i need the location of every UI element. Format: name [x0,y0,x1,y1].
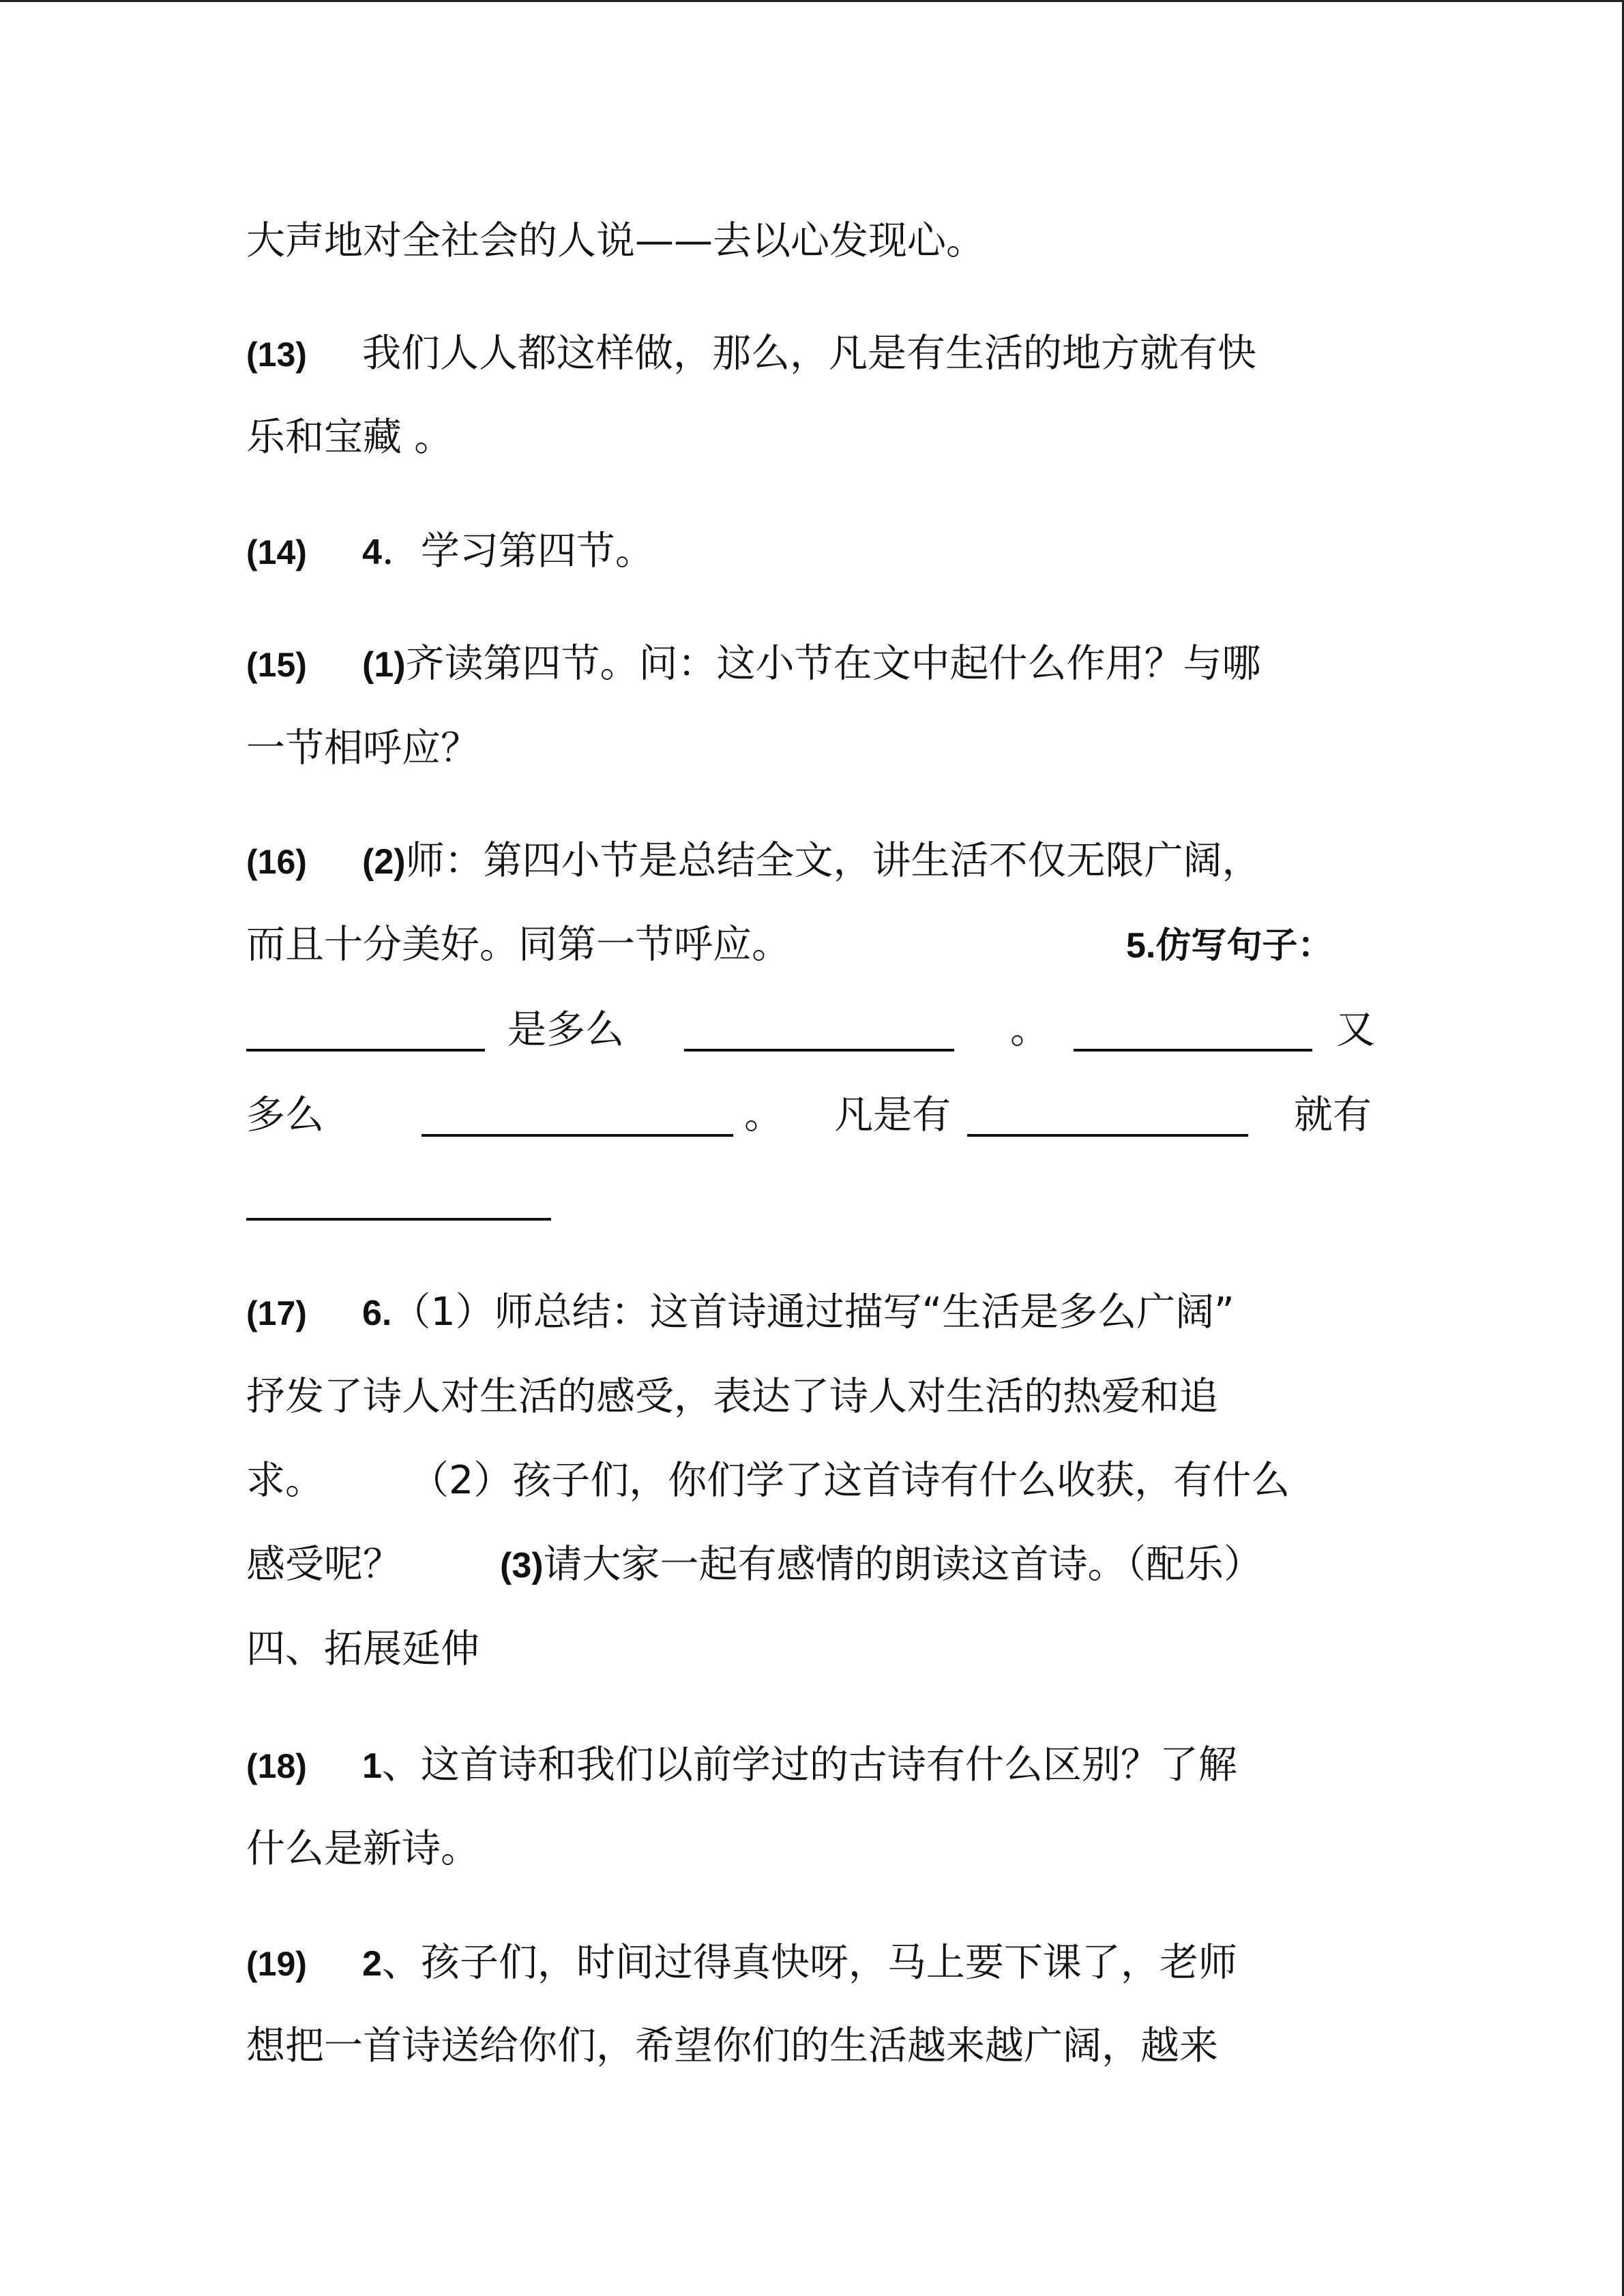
fill-text-duo-me: 多么 [246,1092,324,1137]
fill-text-shi-duo-me: 是多么 [507,1007,624,1052]
paragraph-12-continuation [246,213,985,268]
fill-text-fan-shi-you: 凡是有 [834,1092,951,1137]
paragraph-17-line1 [246,1285,1235,1339]
paragraph-text: 一节相呼应？ [246,726,479,771]
paragraph-text: 、这首诗和我们以前学过的古诗有什么区别？了解 [381,1742,1237,1787]
fill-text-you: 又 [1336,1007,1375,1052]
fill-period-2: 。 [744,1092,783,1137]
paragraph-17-line3-part2: （2）孩子们，你们学了这首诗有什么收获，有什么 [410,1458,1290,1503]
section-heading-text: 四、拓展延伸 [246,1626,479,1671]
step-number: 1 [362,1746,382,1786]
fill-blank-2[interactable] [684,1049,954,1052]
paragraph-number: (18) [246,1747,307,1785]
paragraph-text: 想把一首诗送给你们，希望你们的生活越来越广阔，越来 [246,2023,1218,2068]
paragraph-14 [246,524,654,578]
paragraph-text: 抒发了诗人对生活的感受，表达了诗人对生活的热爱和追 [246,1374,1218,1419]
paragraph-13-line1 [246,326,1256,381]
fill-period-1: 。 [1010,1007,1049,1052]
paragraph-15-line2 [246,721,479,775]
paragraph-text: 大声地对全社会的人说——去以心发现心。 [246,218,985,263]
paragraph-18-line2 [246,1821,479,1876]
paragraph-number: (13) [246,336,307,374]
fill-blank-6[interactable] [246,1218,551,1221]
step-number: (1) [362,645,406,685]
paragraph-text: 求。 [246,1458,324,1503]
paragraph-19-line1 [246,1935,1237,1990]
paragraph-text: 什么是新诗。 [246,1826,479,1871]
step-number: 6. [362,1294,392,1333]
step-number: 2 [362,1944,382,1984]
fill-blank-1[interactable] [246,1049,485,1052]
task-text: 仿写句子： [1155,926,1333,966]
fill-blank-3[interactable] [1074,1049,1312,1052]
paragraph-number: (16) [246,843,307,881]
paragraph-text: 师：第四小节是总结全文，讲生活不仅无限广阔， [405,838,1261,883]
paragraph-number: (14) [246,533,307,571]
paragraph-17-line2 [246,1369,1218,1424]
paragraph-text: 、孩子们，时间过得真快呀，马上要下课了，老师 [381,1940,1237,1985]
paragraph-text: 齐读第四节。问：这小节在文中起什么作用？与哪 [405,641,1261,686]
paragraph-text: 感受呢？ [246,1542,402,1587]
step-number: (3) [500,1546,544,1585]
paragraph-text: 而且十分美好。同第一节呼应。 [246,922,791,967]
fill-blank-5[interactable] [967,1134,1248,1137]
paragraph-19-line2 [246,2018,1218,2073]
paragraph-text: 请大家一起有感情的朗读这首诗。（配乐） [543,1542,1263,1587]
paragraph-text: ．学习第四节。 [381,528,654,573]
paragraph-16-line2 [246,917,791,972]
paragraph-16-line1 [246,833,1261,888]
paragraph-15-line1 [246,636,1261,691]
step-number: (2) [362,842,406,882]
paragraph-18-line1 [246,1738,1237,1792]
fill-blank-4[interactable] [422,1134,733,1137]
step-number: 5. [1126,926,1156,966]
paragraph-number: (17) [246,1294,307,1332]
page-border-top [0,0,1624,2]
fill-text-jiu-you: 就有 [1294,1092,1372,1137]
imitation-task-label [1126,917,1333,973]
paragraph-text: 我们人人都这样做，那么，凡是有生活的地方就有快 [362,331,1256,376]
paragraph-17-line4-part2 [500,1537,1263,1593]
paragraph-text: 乐和宝藏 。 [246,415,454,460]
paragraph-number: (15) [246,646,307,684]
paragraph-text: （1）师总结：这首诗通过描写“生活是多么广阔” [392,1289,1235,1335]
paragraph-13-line2 [246,410,453,464]
paragraph-17-line3 [246,1453,324,1508]
paragraph-17-line4 [246,1537,402,1592]
paragraph-number: (19) [246,1945,307,1983]
step-number: 4 [362,533,382,572]
section-heading-4 [246,1622,479,1676]
